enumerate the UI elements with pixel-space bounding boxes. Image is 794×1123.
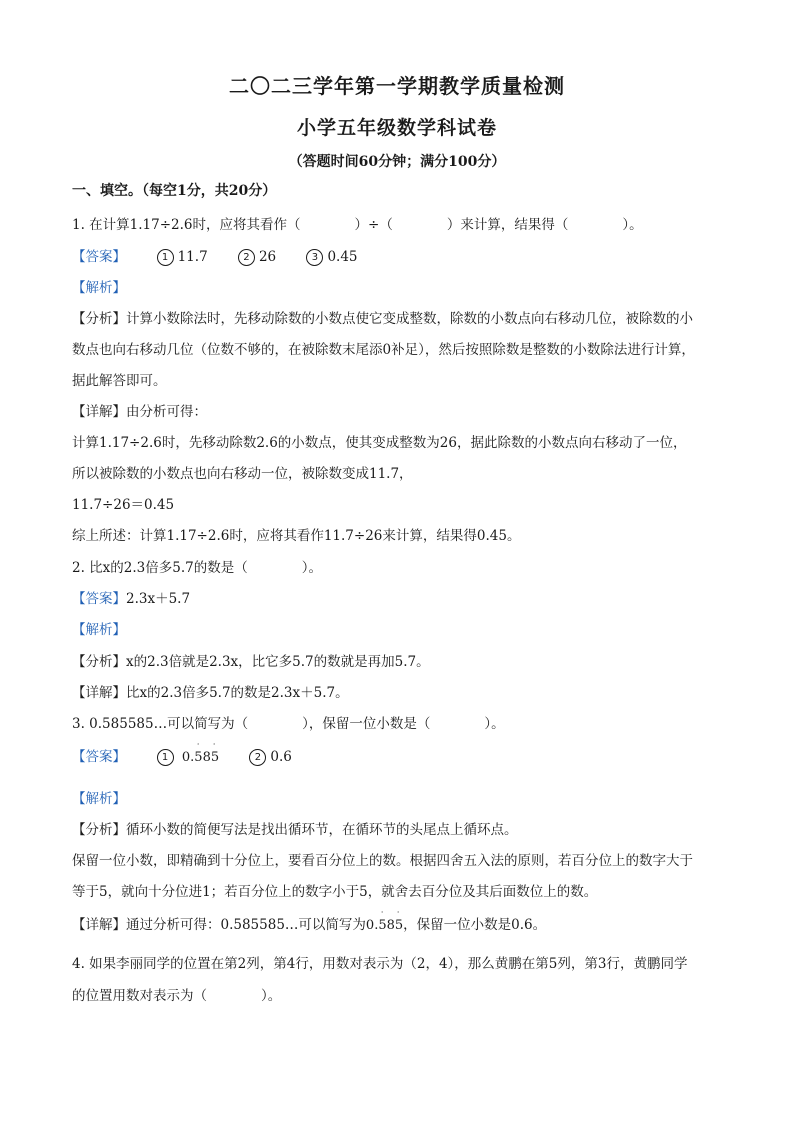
answer-tag: 【答案】 — [72, 591, 126, 607]
q1-detail-1: 计算1.17÷2.6时，先移动除数2.6的小数点，使其变成整数为26，据此除数的小数点向右移动了一位， — [72, 435, 687, 451]
repeat-dot-icon: · — [380, 908, 384, 917]
xiangjie-tag: 【详解】 — [72, 404, 126, 420]
q2-fenxi: 【分析】x的2.3倍就是2.3x，比它多5.7的数就是再加5.7。 — [72, 654, 430, 670]
q3-question: 3. 0.585585…可以简写为（ ），保留一位小数是（ ）。 — [72, 716, 505, 732]
fenxi-tag: 【分析】 — [72, 311, 126, 327]
q1-question: 1. 在计算1.17÷2.6时，应将其看作（ ）÷（ ）来计算，结果得（ ）。 — [72, 217, 643, 233]
circled-number: 1 — [157, 249, 174, 266]
q3-line-2: 等于5，就向十分位进1；若百分位上的数字小于5，就舍去百分位及其后面数位上的数。 — [72, 884, 598, 900]
repeat-dot-icon: · — [396, 908, 400, 917]
fenxi-tag: 【分析】 — [72, 822, 126, 838]
q1-detail-2: 所以被除数的小数点也向右移动一位，被除数变成11.7， — [72, 466, 413, 482]
q3-answer-row — [72, 740, 732, 766]
q1-detail-3: 11.7÷26＝0.45 — [72, 497, 175, 513]
exam-info: （答题时间60分钟；满分100分） — [288, 154, 506, 170]
answer-tag: 【答案】 — [72, 249, 126, 265]
q1-answer-2: 26 — [258, 249, 277, 265]
answer-tag: 【答案】 — [72, 749, 126, 765]
q1-answer-1: 11.7 — [177, 249, 208, 265]
q3-answer-1-repeating: 0.585 · · — [181, 740, 220, 765]
circled-number: 2 — [238, 249, 255, 266]
q3-fenxi: 【分析】循环小数的简便写法是找出循环节，在循环节的头尾点上循环点。 — [72, 822, 518, 838]
fenxi-tag: 【分析】 — [72, 654, 126, 670]
analysis-tag: 【解析】 — [72, 280, 126, 296]
q4-line-1: 4. 如果李丽同学的位置在第2列，第4行，用数对表示为（2，4），那么黄鹏在第5列，第3行，黄鹏同学 — [72, 956, 688, 972]
q1-fenxi-2: 数点也向右移动几位（位数不够的，在被除数末尾添0补足），然后按照除数是整数的小数除法进行计算， — [72, 342, 695, 358]
q3-xiangjie: 【详解】通过分析可得：0.585585…可以简写为0.585 · · ，保留一位小数是0.6。 — [72, 908, 547, 933]
q1-xiangjie: 【详解】由分析可得： — [72, 404, 207, 420]
q3-line-1: 保留一位小数，即精确到十分位上，要看百分位上的数。根据四舍五入法的原则，若百分位上的数字大于 — [72, 853, 693, 869]
repeat-dot-icon: · — [212, 740, 216, 749]
xiangjie-tag: 【详解】 — [72, 685, 126, 701]
analysis-tag: 【解析】 — [72, 622, 126, 638]
q2-xiangjie: 【详解】比x的2.3倍多5.7的数是2.3x＋5.7。 — [72, 685, 349, 701]
q1-detail-4: 综上所述：计算1.17÷2.6时，应将其看作11.7÷26来计算，结果得0.45。 — [72, 528, 521, 544]
q1-answer-row — [72, 245, 732, 266]
circled-number: 2 — [249, 749, 266, 766]
xiangjie-tag: 【详解】 — [72, 917, 126, 933]
circled-number: 3 — [306, 249, 323, 266]
exam-title: 二〇二三学年第一学期教学质量检测 — [229, 74, 565, 98]
q2-question: 2. 比x的2.3倍多5.7的数是（ ）。 — [72, 560, 322, 576]
q3-answer-2: 0.6 — [270, 749, 292, 765]
q2-answer: 2.3x＋5.7 — [126, 591, 191, 607]
exam-subtitle: 小学五年级数学科试卷 — [296, 117, 497, 139]
q1-answer-3: 0.45 — [327, 249, 358, 265]
section-heading: 一、填空。（每空1分，共20分） — [72, 183, 277, 199]
q1-fenxi-3: 据此解答即可。 — [72, 373, 167, 389]
q3-repeating-decimal: 0.585 · · — [365, 908, 404, 933]
repeat-dot-icon: · — [196, 740, 200, 749]
q1-fenxi-1: 【分析】计算小数除法时，先移动除数的小数点使它变成整数，除数的小数点向右移动几位，被除数的小 — [72, 311, 693, 327]
q2-answer-row — [72, 587, 732, 607]
analysis-tag: 【解析】 — [72, 791, 126, 807]
circled-number: 1 — [157, 749, 174, 766]
q4-line-2: 的位置用数对表示为（ ）。 — [72, 988, 282, 1004]
